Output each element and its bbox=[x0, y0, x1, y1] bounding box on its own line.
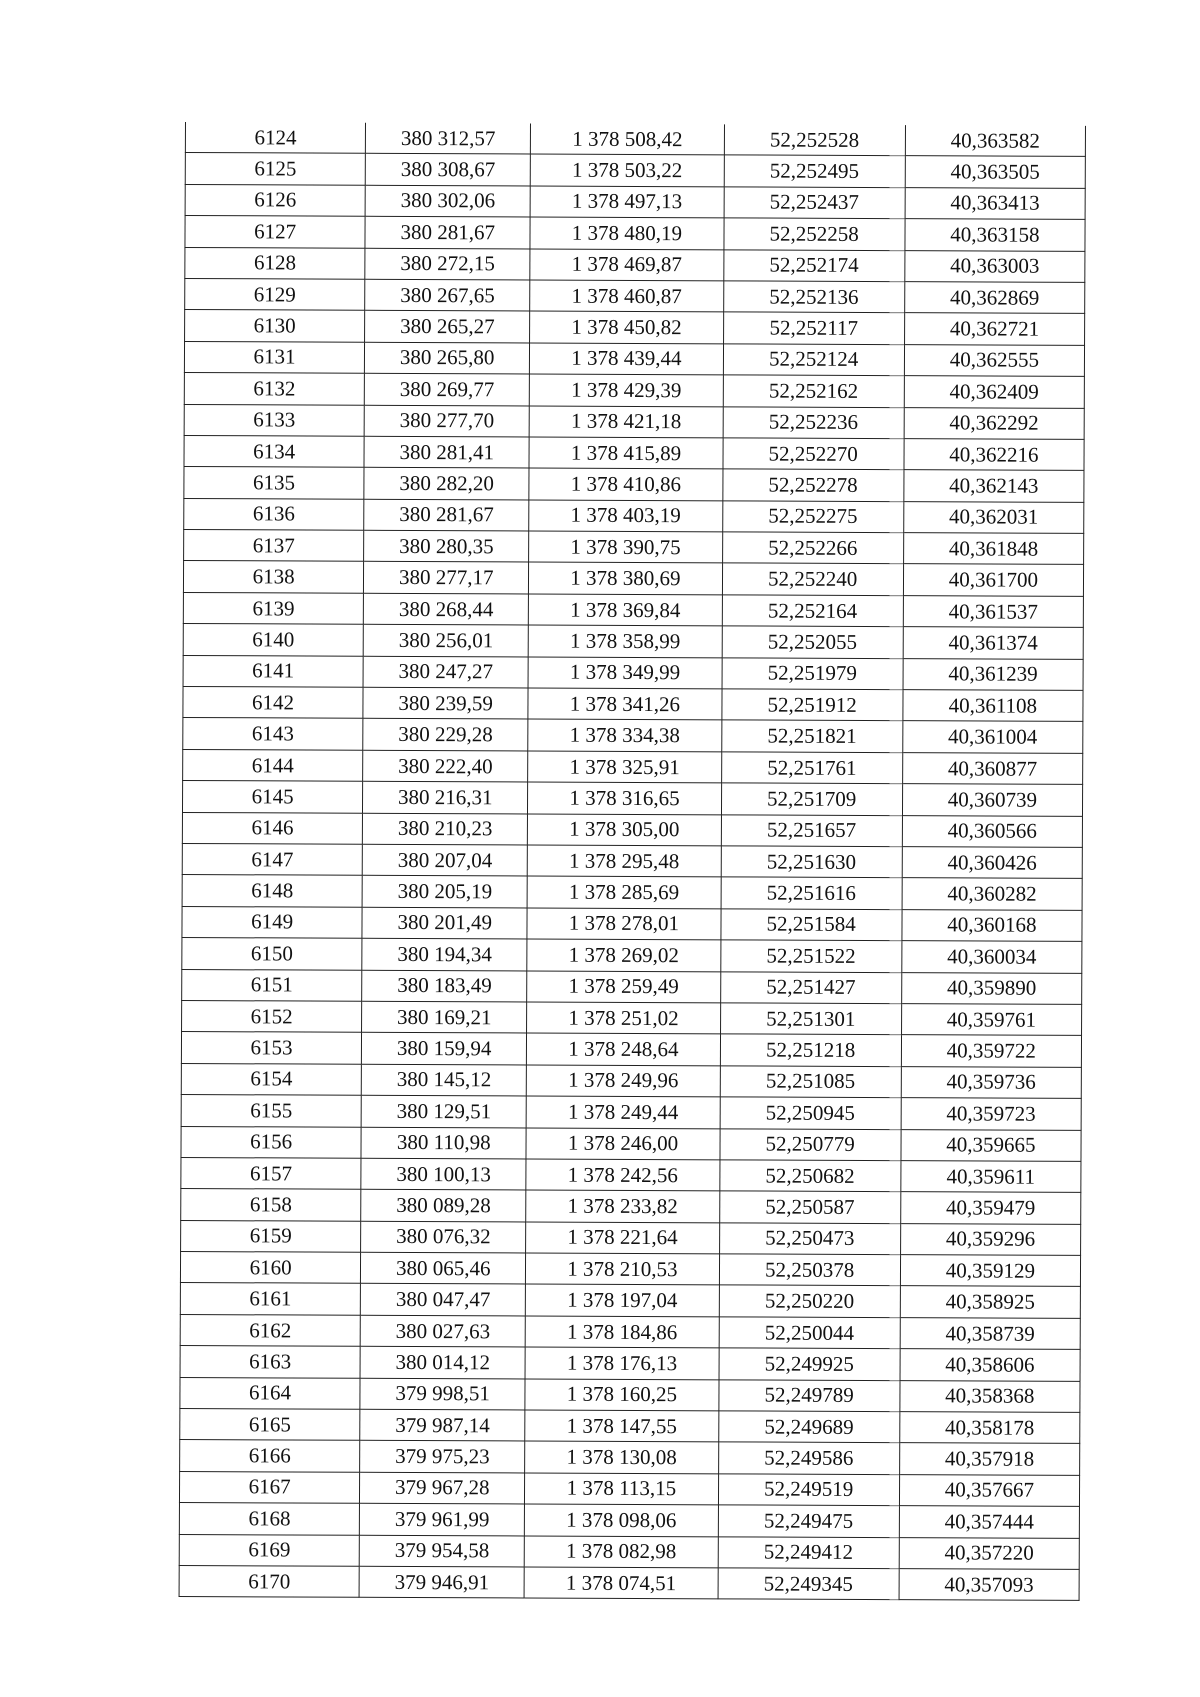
latitude-cell: 52,252055 bbox=[722, 626, 903, 658]
y-coordinate-cell: 1 378 450,82 bbox=[530, 311, 723, 343]
table-row bbox=[180, 1440, 1080, 1475]
table-row bbox=[185, 247, 1085, 282]
table-row bbox=[184, 373, 1084, 408]
point-number-cell: 6133 bbox=[184, 404, 364, 436]
latitude-cell: 52,252278 bbox=[722, 469, 903, 501]
latitude-cell: 52,249412 bbox=[718, 1536, 899, 1568]
point-number-cell: 6143 bbox=[183, 718, 363, 750]
table-row bbox=[185, 184, 1085, 219]
table-row bbox=[181, 1126, 1081, 1161]
point-number-cell: 6129 bbox=[185, 278, 365, 310]
y-coordinate-cell: 1 378 497,13 bbox=[530, 186, 723, 218]
longitude-cell: 40,362869 bbox=[904, 282, 1084, 314]
point-number-cell: 6138 bbox=[183, 561, 363, 593]
point-number-cell: 6142 bbox=[183, 687, 363, 719]
y-coordinate-cell: 1 378 130,08 bbox=[525, 1441, 718, 1473]
point-number-cell: 6154 bbox=[181, 1063, 361, 1095]
longitude-cell: 40,359665 bbox=[901, 1129, 1081, 1161]
x-coordinate-cell: 380 027,63 bbox=[360, 1315, 525, 1347]
table-row bbox=[183, 749, 1083, 784]
point-number-cell: 6139 bbox=[183, 592, 363, 624]
y-coordinate-cell: 1 378 369,84 bbox=[529, 594, 722, 626]
latitude-cell: 52,251709 bbox=[721, 783, 902, 815]
x-coordinate-cell: 380 210,23 bbox=[363, 813, 528, 845]
point-number-cell: 6169 bbox=[179, 1534, 359, 1566]
y-coordinate-cell: 1 378 098,06 bbox=[525, 1504, 718, 1536]
point-number-cell: 6168 bbox=[179, 1503, 359, 1535]
point-number-cell: 6162 bbox=[180, 1314, 360, 1346]
table-row bbox=[185, 122, 1085, 157]
point-number-cell: 6164 bbox=[180, 1377, 360, 1409]
x-coordinate-cell: 380 089,28 bbox=[361, 1190, 526, 1222]
y-coordinate-cell: 1 378 160,25 bbox=[525, 1379, 718, 1411]
latitude-cell: 52,251218 bbox=[720, 1034, 901, 1066]
x-coordinate-cell: 380 222,40 bbox=[363, 750, 528, 782]
coordinates-table bbox=[179, 122, 1086, 1601]
longitude-cell: 40,362143 bbox=[904, 470, 1084, 502]
longitude-cell: 40,361004 bbox=[903, 721, 1083, 753]
y-coordinate-cell: 1 378 278,01 bbox=[527, 908, 720, 940]
point-number-cell: 6167 bbox=[179, 1471, 359, 1503]
latitude-cell: 52,249519 bbox=[718, 1474, 899, 1506]
latitude-cell: 52,252275 bbox=[722, 501, 903, 533]
table-row bbox=[180, 1314, 1080, 1349]
y-coordinate-cell: 1 378 403,19 bbox=[529, 500, 722, 532]
table-row bbox=[182, 938, 1082, 973]
longitude-cell: 40,363582 bbox=[905, 125, 1085, 157]
point-number-cell: 6130 bbox=[185, 310, 365, 342]
x-coordinate-cell: 380 065,46 bbox=[361, 1252, 526, 1284]
x-coordinate-cell: 380 277,17 bbox=[364, 562, 529, 594]
longitude-cell: 40,358368 bbox=[900, 1380, 1080, 1412]
point-number-cell: 6156 bbox=[181, 1126, 361, 1158]
x-coordinate-cell: 380 281,41 bbox=[364, 436, 529, 468]
table-row bbox=[180, 1252, 1080, 1287]
latitude-cell: 52,252164 bbox=[722, 595, 903, 627]
longitude-cell: 40,361108 bbox=[903, 690, 1083, 722]
table-row bbox=[184, 404, 1084, 439]
x-coordinate-cell: 380 265,80 bbox=[365, 342, 530, 374]
y-coordinate-cell: 1 378 082,98 bbox=[524, 1536, 717, 1568]
x-coordinate-cell: 379 946,91 bbox=[359, 1566, 524, 1598]
x-coordinate-cell: 380 110,98 bbox=[361, 1127, 526, 1159]
latitude-cell: 52,249925 bbox=[719, 1348, 900, 1380]
table-row bbox=[183, 655, 1083, 690]
y-coordinate-cell: 1 378 221,64 bbox=[526, 1222, 719, 1254]
table-row bbox=[184, 435, 1084, 470]
latitude-cell: 52,250220 bbox=[719, 1285, 900, 1317]
point-number-cell: 6145 bbox=[182, 781, 362, 813]
x-coordinate-cell: 380 312,57 bbox=[366, 123, 531, 155]
point-number-cell: 6155 bbox=[181, 1095, 361, 1127]
latitude-cell: 52,249475 bbox=[718, 1505, 899, 1537]
y-coordinate-cell: 1 378 259,49 bbox=[527, 971, 720, 1003]
longitude-cell: 40,363158 bbox=[905, 219, 1085, 251]
table-row bbox=[181, 1157, 1081, 1192]
longitude-cell: 40,357093 bbox=[899, 1569, 1079, 1601]
longitude-cell: 40,363413 bbox=[905, 187, 1085, 219]
table-row bbox=[184, 498, 1084, 533]
x-coordinate-cell: 380 277,70 bbox=[364, 405, 529, 437]
y-coordinate-cell: 1 378 246,00 bbox=[526, 1127, 719, 1159]
y-coordinate-cell: 1 378 242,56 bbox=[526, 1159, 719, 1191]
y-coordinate-cell: 1 378 429,39 bbox=[530, 374, 723, 406]
longitude-cell: 40,362216 bbox=[904, 439, 1084, 471]
x-coordinate-cell: 380 272,15 bbox=[365, 248, 530, 280]
table-row bbox=[179, 1471, 1079, 1506]
table-row bbox=[185, 310, 1085, 345]
x-coordinate-cell: 380 256,01 bbox=[363, 625, 528, 657]
table-row bbox=[182, 812, 1082, 847]
y-coordinate-cell: 1 378 251,02 bbox=[527, 1002, 720, 1034]
y-coordinate-cell: 1 378 210,53 bbox=[526, 1253, 719, 1285]
x-coordinate-cell: 380 207,04 bbox=[362, 844, 527, 876]
latitude-cell: 52,252437 bbox=[724, 187, 905, 219]
y-coordinate-cell: 1 378 269,02 bbox=[527, 939, 720, 971]
latitude-cell: 52,251085 bbox=[720, 1066, 901, 1098]
point-number-cell: 6158 bbox=[181, 1189, 361, 1221]
longitude-cell: 40,360426 bbox=[902, 847, 1082, 879]
latitude-cell: 52,250044 bbox=[719, 1317, 900, 1349]
longitude-cell: 40,357667 bbox=[899, 1474, 1079, 1506]
point-number-cell: 6161 bbox=[180, 1283, 360, 1315]
point-number-cell: 6135 bbox=[184, 467, 364, 499]
x-coordinate-cell: 380 014,12 bbox=[360, 1347, 525, 1379]
y-coordinate-cell: 1 378 503,22 bbox=[531, 154, 724, 186]
latitude-cell: 52,252495 bbox=[724, 155, 905, 187]
point-number-cell: 6127 bbox=[185, 216, 365, 248]
latitude-cell: 52,251522 bbox=[720, 940, 901, 972]
latitude-cell: 52,249689 bbox=[718, 1411, 899, 1443]
latitude-cell: 52,252258 bbox=[724, 218, 905, 250]
latitude-cell: 52,251584 bbox=[720, 909, 901, 941]
table-row bbox=[179, 1503, 1079, 1538]
latitude-cell: 52,251301 bbox=[720, 1003, 901, 1035]
latitude-cell: 52,251630 bbox=[721, 846, 902, 878]
point-number-cell: 6134 bbox=[184, 435, 364, 467]
latitude-cell: 52,249586 bbox=[718, 1442, 899, 1474]
point-number-cell: 6147 bbox=[182, 843, 362, 875]
latitude-cell: 52,251657 bbox=[721, 814, 902, 846]
latitude-cell: 52,251427 bbox=[720, 971, 901, 1003]
longitude-cell: 40,361700 bbox=[903, 564, 1083, 596]
table-row bbox=[185, 216, 1085, 251]
y-coordinate-cell: 1 378 176,13 bbox=[525, 1347, 718, 1379]
x-coordinate-cell: 380 269,77 bbox=[364, 373, 529, 405]
y-coordinate-cell: 1 378 410,86 bbox=[529, 468, 722, 500]
longitude-cell: 40,357918 bbox=[899, 1443, 1079, 1475]
x-coordinate-cell: 379 987,14 bbox=[360, 1409, 525, 1441]
table-row bbox=[184, 530, 1084, 565]
latitude-cell: 52,252162 bbox=[723, 375, 904, 407]
latitude-cell: 52,251979 bbox=[722, 657, 903, 689]
latitude-cell: 52,251761 bbox=[721, 752, 902, 784]
table-row bbox=[181, 1063, 1081, 1098]
y-coordinate-cell: 1 378 358,99 bbox=[528, 625, 721, 657]
table-row bbox=[182, 875, 1082, 910]
point-number-cell: 6125 bbox=[185, 153, 365, 185]
longitude-cell: 40,359723 bbox=[901, 1098, 1081, 1130]
point-number-cell: 6157 bbox=[181, 1157, 361, 1189]
y-coordinate-cell: 1 378 508,42 bbox=[531, 124, 724, 156]
latitude-cell: 52,250779 bbox=[720, 1128, 901, 1160]
x-coordinate-cell: 379 975,23 bbox=[360, 1441, 525, 1473]
x-coordinate-cell: 380 281,67 bbox=[365, 216, 530, 248]
latitude-cell: 52,252174 bbox=[723, 249, 904, 281]
table-row bbox=[182, 843, 1082, 878]
longitude-cell: 40,363003 bbox=[905, 250, 1085, 282]
y-coordinate-cell: 1 378 415,89 bbox=[529, 437, 722, 469]
x-coordinate-cell: 379 961,99 bbox=[360, 1503, 525, 1535]
x-coordinate-cell: 379 954,58 bbox=[359, 1535, 524, 1567]
longitude-cell: 40,359736 bbox=[901, 1066, 1081, 1098]
y-coordinate-cell: 1 378 469,87 bbox=[530, 249, 723, 281]
table-row bbox=[183, 561, 1083, 596]
longitude-cell: 40,360566 bbox=[902, 815, 1082, 847]
table-row bbox=[181, 1220, 1081, 1255]
x-coordinate-cell: 380 076,32 bbox=[361, 1221, 526, 1253]
latitude-cell: 52,252266 bbox=[722, 532, 903, 564]
latitude-cell: 52,250945 bbox=[720, 1097, 901, 1129]
point-number-cell: 6165 bbox=[180, 1409, 360, 1441]
longitude-cell: 40,358925 bbox=[900, 1286, 1080, 1318]
latitude-cell: 52,250378 bbox=[719, 1254, 900, 1286]
longitude-cell: 40,362555 bbox=[904, 344, 1084, 376]
table-row bbox=[181, 1032, 1081, 1067]
point-number-cell: 6124 bbox=[185, 122, 365, 154]
y-coordinate-cell: 1 378 439,44 bbox=[530, 343, 723, 375]
x-coordinate-cell: 380 194,34 bbox=[362, 938, 527, 970]
table-row bbox=[183, 624, 1083, 659]
longitude-cell: 40,358606 bbox=[900, 1349, 1080, 1381]
coordinates-table-body bbox=[179, 122, 1085, 1601]
longitude-cell: 40,362721 bbox=[904, 313, 1084, 345]
latitude-cell: 52,249789 bbox=[718, 1379, 899, 1411]
longitude-cell: 40,357220 bbox=[899, 1537, 1079, 1569]
table-row bbox=[179, 1534, 1079, 1569]
longitude-cell: 40,359479 bbox=[900, 1192, 1080, 1224]
x-coordinate-cell: 380 129,51 bbox=[361, 1095, 526, 1127]
y-coordinate-cell: 1 378 341,26 bbox=[528, 688, 721, 720]
longitude-cell: 40,360168 bbox=[902, 909, 1082, 941]
latitude-cell: 52,252117 bbox=[723, 312, 904, 344]
point-number-cell: 6140 bbox=[183, 624, 363, 656]
point-number-cell: 6137 bbox=[184, 530, 364, 562]
latitude-cell: 52,251821 bbox=[721, 720, 902, 752]
longitude-cell: 40,362409 bbox=[904, 376, 1084, 408]
point-number-cell: 6128 bbox=[185, 247, 365, 279]
x-coordinate-cell: 379 998,51 bbox=[360, 1378, 525, 1410]
y-coordinate-cell: 1 378 305,00 bbox=[528, 814, 721, 846]
point-number-cell: 6132 bbox=[184, 373, 364, 405]
table-row bbox=[184, 467, 1084, 502]
latitude-cell: 52,252270 bbox=[723, 438, 904, 470]
point-number-cell: 6150 bbox=[182, 938, 362, 970]
y-coordinate-cell: 1 378 295,48 bbox=[527, 845, 720, 877]
point-number-cell: 6144 bbox=[183, 749, 363, 781]
point-number-cell: 6170 bbox=[179, 1565, 359, 1597]
table-row bbox=[182, 1000, 1082, 1035]
longitude-cell: 40,362031 bbox=[903, 501, 1083, 533]
x-coordinate-cell: 380 216,31 bbox=[363, 781, 528, 813]
longitude-cell: 40,361374 bbox=[903, 627, 1083, 659]
y-coordinate-cell: 1 378 480,19 bbox=[530, 217, 723, 249]
latitude-cell: 52,250682 bbox=[719, 1160, 900, 1192]
x-coordinate-cell: 380 267,65 bbox=[365, 279, 530, 311]
table-row bbox=[181, 1189, 1081, 1224]
x-coordinate-cell: 380 281,67 bbox=[364, 499, 529, 531]
table-row bbox=[185, 278, 1085, 313]
x-coordinate-cell: 380 282,20 bbox=[364, 468, 529, 500]
table-row bbox=[183, 687, 1083, 722]
longitude-cell: 40,362292 bbox=[904, 407, 1084, 439]
x-coordinate-cell: 380 201,49 bbox=[362, 907, 527, 939]
x-coordinate-cell: 380 100,13 bbox=[361, 1158, 526, 1190]
y-coordinate-cell: 1 378 349,99 bbox=[528, 657, 721, 689]
x-coordinate-cell: 380 302,06 bbox=[365, 185, 530, 217]
point-number-cell: 6151 bbox=[182, 969, 362, 1001]
latitude-cell: 52,252236 bbox=[723, 406, 904, 438]
latitude-cell: 52,250473 bbox=[719, 1223, 900, 1255]
point-number-cell: 6136 bbox=[184, 498, 364, 530]
x-coordinate-cell: 380 268,44 bbox=[363, 593, 528, 625]
latitude-cell: 52,252136 bbox=[723, 281, 904, 313]
longitude-cell: 40,359611 bbox=[901, 1161, 1081, 1193]
y-coordinate-cell: 1 378 113,15 bbox=[525, 1473, 718, 1505]
longitude-cell: 40,359722 bbox=[901, 1035, 1081, 1067]
longitude-cell: 40,360877 bbox=[902, 752, 1082, 784]
point-number-cell: 6146 bbox=[182, 812, 362, 844]
table-row bbox=[183, 718, 1083, 753]
y-coordinate-cell: 1 378 421,18 bbox=[529, 406, 722, 438]
y-coordinate-cell: 1 378 249,44 bbox=[526, 1096, 719, 1128]
longitude-cell: 40,359761 bbox=[901, 1004, 1081, 1036]
latitude-cell: 52,251912 bbox=[721, 689, 902, 721]
x-coordinate-cell: 380 159,94 bbox=[362, 1033, 527, 1065]
longitude-cell: 40,359296 bbox=[900, 1223, 1080, 1255]
table-row bbox=[184, 341, 1084, 376]
y-coordinate-cell: 1 378 074,51 bbox=[524, 1567, 717, 1599]
table-row bbox=[180, 1377, 1080, 1412]
table-row bbox=[185, 153, 1085, 188]
table-row bbox=[180, 1283, 1080, 1318]
y-coordinate-cell: 1 378 316,65 bbox=[528, 782, 721, 814]
x-coordinate-cell: 380 239,59 bbox=[363, 687, 528, 719]
x-coordinate-cell: 380 145,12 bbox=[361, 1064, 526, 1096]
longitude-cell: 40,361848 bbox=[903, 533, 1083, 565]
longitude-cell: 40,359129 bbox=[900, 1255, 1080, 1287]
table-row bbox=[180, 1409, 1080, 1444]
longitude-cell: 40,363505 bbox=[905, 156, 1085, 188]
x-coordinate-cell: 379 967,28 bbox=[360, 1472, 525, 1504]
point-number-cell: 6159 bbox=[181, 1220, 361, 1252]
point-number-cell: 6163 bbox=[180, 1346, 360, 1378]
x-coordinate-cell: 380 308,67 bbox=[365, 154, 530, 186]
table-row bbox=[179, 1565, 1079, 1600]
point-number-cell: 6126 bbox=[185, 184, 365, 216]
y-coordinate-cell: 1 378 390,75 bbox=[529, 531, 722, 563]
y-coordinate-cell: 1 378 147,55 bbox=[525, 1410, 718, 1442]
longitude-cell: 40,361537 bbox=[903, 595, 1083, 627]
latitude-cell: 52,249345 bbox=[718, 1568, 899, 1600]
latitude-cell: 52,252528 bbox=[724, 124, 905, 156]
latitude-cell: 52,250587 bbox=[719, 1191, 900, 1223]
point-number-cell: 6148 bbox=[182, 875, 362, 907]
longitude-cell: 40,357444 bbox=[899, 1506, 1079, 1538]
table-row bbox=[183, 592, 1083, 627]
longitude-cell: 40,360739 bbox=[902, 784, 1082, 816]
x-coordinate-cell: 380 265,27 bbox=[365, 311, 530, 343]
table-row bbox=[181, 1095, 1081, 1130]
y-coordinate-cell: 1 378 325,91 bbox=[528, 751, 721, 783]
y-coordinate-cell: 1 378 380,69 bbox=[529, 562, 722, 594]
y-coordinate-cell: 1 378 460,87 bbox=[530, 280, 723, 312]
latitude-cell: 52,252124 bbox=[723, 344, 904, 376]
y-coordinate-cell: 1 378 248,64 bbox=[527, 1033, 720, 1065]
latitude-cell: 52,252240 bbox=[722, 563, 903, 595]
y-coordinate-cell: 1 378 197,04 bbox=[526, 1284, 719, 1316]
point-number-cell: 6153 bbox=[181, 1032, 361, 1064]
longitude-cell: 40,358739 bbox=[900, 1317, 1080, 1349]
point-number-cell: 6141 bbox=[183, 655, 363, 687]
x-coordinate-cell: 380 247,27 bbox=[363, 656, 528, 688]
longitude-cell: 40,358178 bbox=[900, 1412, 1080, 1444]
table-row bbox=[182, 969, 1082, 1004]
y-coordinate-cell: 1 378 184,86 bbox=[525, 1316, 718, 1348]
longitude-cell: 40,360034 bbox=[902, 941, 1082, 973]
table-row bbox=[182, 906, 1082, 941]
x-coordinate-cell: 380 280,35 bbox=[364, 530, 529, 562]
y-coordinate-cell: 1 378 249,96 bbox=[527, 1065, 720, 1097]
point-number-cell: 6152 bbox=[182, 1000, 362, 1032]
point-number-cell: 6131 bbox=[184, 341, 364, 373]
table-row bbox=[182, 781, 1082, 816]
y-coordinate-cell: 1 378 285,69 bbox=[527, 876, 720, 908]
y-coordinate-cell: 1 378 233,82 bbox=[526, 1190, 719, 1222]
x-coordinate-cell: 380 183,49 bbox=[362, 970, 527, 1002]
x-coordinate-cell: 380 047,47 bbox=[360, 1284, 525, 1316]
longitude-cell: 40,361239 bbox=[903, 658, 1083, 690]
x-coordinate-cell: 380 169,21 bbox=[362, 1001, 527, 1033]
longitude-cell: 40,359890 bbox=[901, 972, 1081, 1004]
x-coordinate-cell: 380 229,28 bbox=[363, 719, 528, 751]
point-number-cell: 6166 bbox=[180, 1440, 360, 1472]
point-number-cell: 6149 bbox=[182, 906, 362, 938]
point-number-cell: 6160 bbox=[180, 1252, 360, 1284]
x-coordinate-cell: 380 205,19 bbox=[362, 876, 527, 908]
table-row bbox=[180, 1346, 1080, 1381]
longitude-cell: 40,360282 bbox=[902, 878, 1082, 910]
y-coordinate-cell: 1 378 334,38 bbox=[528, 719, 721, 751]
latitude-cell: 52,251616 bbox=[721, 877, 902, 909]
